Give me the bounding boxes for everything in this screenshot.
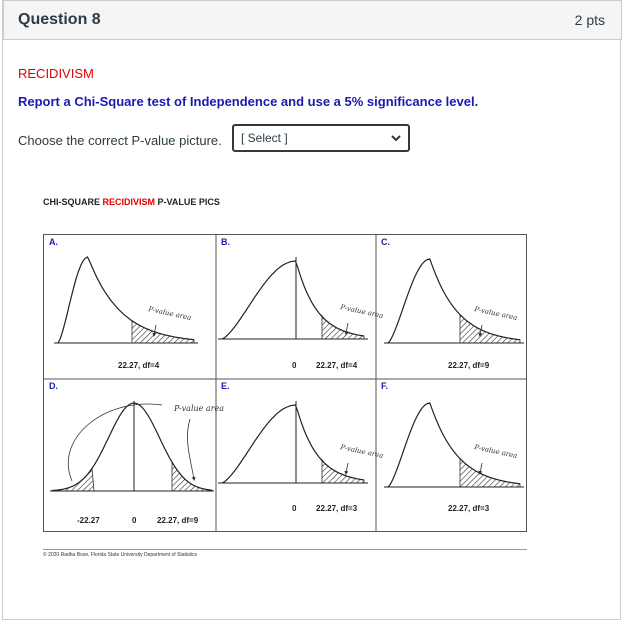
question-points: 2 pts bbox=[574, 12, 605, 28]
figure-title-red: RECIDIVISM bbox=[102, 197, 156, 207]
cell-c bbox=[376, 235, 526, 379]
pvalue-area-label: P-value area bbox=[473, 443, 519, 461]
cell-axis-neg: -22.27 bbox=[77, 516, 100, 525]
pvalue-picture-grid bbox=[43, 234, 527, 532]
question-instruction: Report a Chi-Square test of Independence and use a 5% significance level. bbox=[18, 94, 479, 109]
cell-a bbox=[44, 235, 216, 379]
cell-letter: A. bbox=[49, 237, 58, 247]
cell-axis-label: 22.27, df=9 bbox=[157, 516, 199, 525]
question-prompt: Choose the correct P-value picture. bbox=[18, 133, 222, 148]
chevron-down-icon bbox=[390, 132, 402, 144]
cell-letter: B. bbox=[221, 237, 230, 247]
question-title: Question 8 bbox=[18, 11, 101, 28]
answer-select[interactable] bbox=[232, 124, 410, 152]
cell-letter: D. bbox=[49, 381, 58, 391]
pvalue-area-label: P-value area bbox=[473, 305, 519, 323]
cell-axis-zero: 0 bbox=[292, 361, 297, 370]
cell-axis-zero: 0 bbox=[292, 504, 297, 513]
cell-axis-label: 22.27, df=4 bbox=[118, 361, 160, 370]
question-card bbox=[2, 0, 621, 620]
figure-copyright: © 2020 Radha Bose, Florida State University Department of Statistics bbox=[43, 552, 198, 558]
cell-e bbox=[216, 379, 376, 531]
cell-axis-label: 22.27, df=3 bbox=[448, 504, 490, 513]
cell-letter: C. bbox=[381, 237, 390, 247]
figure-title bbox=[43, 197, 220, 207]
figure-divider bbox=[43, 549, 527, 550]
pvalue-area-label: P-value area bbox=[147, 305, 193, 323]
cell-axis-zero: 0 bbox=[132, 516, 137, 525]
answer-select-value: [ Select ] bbox=[241, 131, 288, 145]
pvalue-area-label: P-value area bbox=[339, 443, 385, 461]
cell-letter: F. bbox=[381, 381, 389, 391]
pvalue-area-label: P-value area bbox=[339, 303, 385, 321]
question-header bbox=[3, 0, 622, 40]
cell-axis-label: 22.27, df=3 bbox=[316, 504, 358, 513]
cell-axis-label: 22.27, df=4 bbox=[316, 361, 358, 370]
cell-d bbox=[44, 379, 216, 531]
figure-title-prefix: CHI-SQUARE bbox=[43, 197, 103, 207]
cell-f bbox=[376, 379, 526, 531]
cell-b bbox=[216, 235, 376, 379]
pvalue-area-label: P-value area bbox=[174, 404, 225, 413]
figure-title-suffix: P-VALUE PICS bbox=[155, 197, 220, 207]
cell-letter: E. bbox=[221, 381, 230, 391]
cell-axis-label: 22.27, df=9 bbox=[448, 361, 490, 370]
question-heading: RECIDIVISM bbox=[18, 66, 94, 81]
